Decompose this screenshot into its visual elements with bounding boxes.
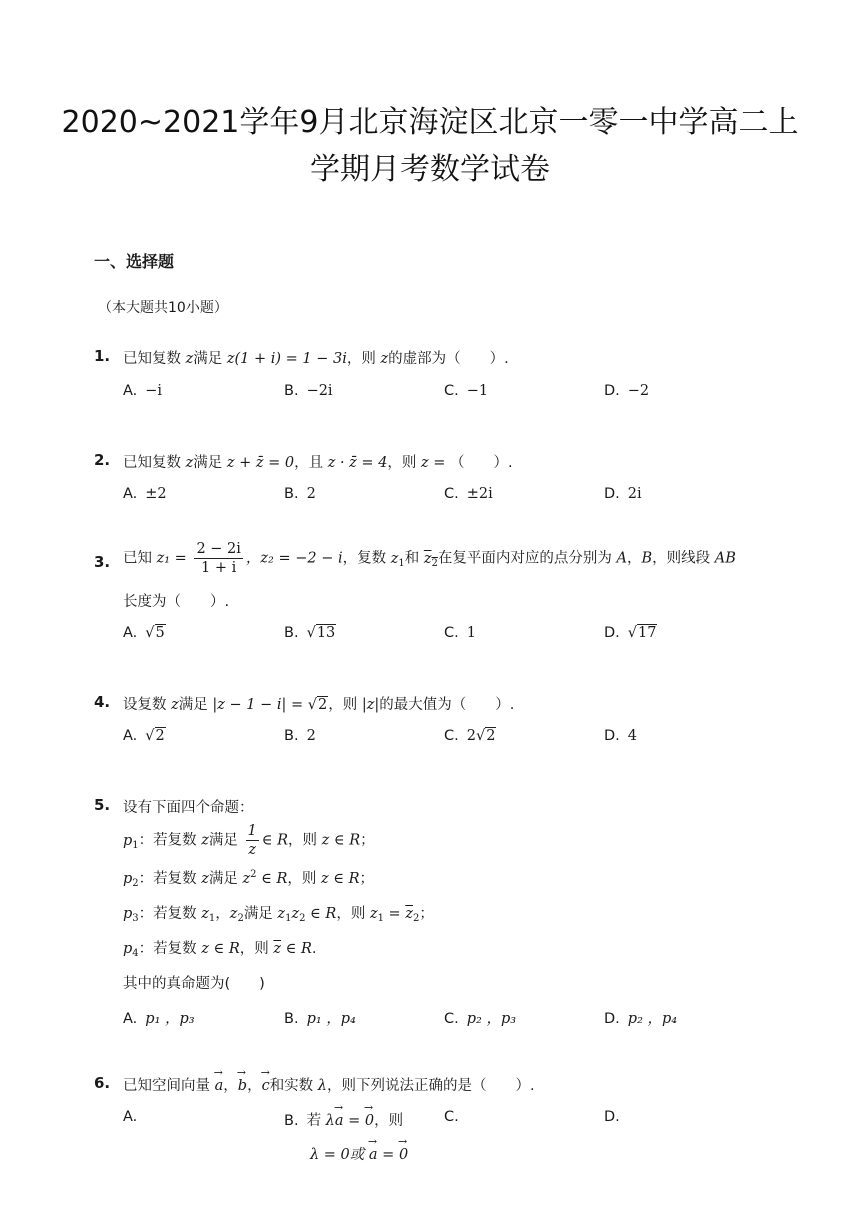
option-c[interactable]: C. xyxy=(444,1109,459,1125)
question-ask: 其中的真命题为( ) xyxy=(123,976,265,992)
option-d[interactable]: D. −2 xyxy=(604,383,650,399)
question-text-line2: 长度为（ ）. xyxy=(123,594,230,610)
question-number: 5. xyxy=(94,796,111,814)
question-number: 3. xyxy=(94,553,111,571)
option-a[interactable]: A. xyxy=(123,1109,138,1125)
question-text: 已知复数 z满足 z + z̄ = 0，且 z · z̄ = 4，则 z = （ ）. xyxy=(123,455,513,471)
proposition-p4: $p_4$：若复数 z ∈ R，则 $\overline{z}$ ∈ R. xyxy=(123,941,317,959)
page-title: 2020~2021学年9月北京海淀区北京一零一中学高二上 xyxy=(61,105,799,140)
question-number: 1. xyxy=(94,347,111,365)
option-b[interactable]: B. p₁ ，p₄ xyxy=(284,1011,356,1027)
section-title: 一、选择题 xyxy=(94,252,175,271)
option-c[interactable]: C. p₂ ，p₃ xyxy=(444,1011,517,1027)
question-text: 已知复数 z满足 z(1 + i) = 1 − 3i，则 z的虚部为（ ）. xyxy=(123,351,509,367)
option-d[interactable]: D. 4 xyxy=(604,728,638,744)
option-b[interactable]: B. √13 xyxy=(284,625,336,641)
option-c[interactable]: C. 1 xyxy=(444,625,476,641)
question-text: 已知 z₁ = $\frac{2 - 2i}{1 + i}$ ，z₂ = −2 − i，复数 $z_1$和 $z_2$在复平面内对应的点分别为 A，B，则线段 AB xyxy=(123,541,736,576)
question-number: 4. xyxy=(94,693,111,711)
option-a[interactable]: A. ±2 xyxy=(123,486,167,502)
section-note: （本大题共10小题） xyxy=(98,300,228,316)
question-number: 6. xyxy=(94,1074,111,1092)
option-d[interactable]: D. p₂ ，p₄ xyxy=(604,1011,678,1027)
question-text: 已知空间向量 → a，→ b，→ c和实数 λ，则下列说法正确的是（ ）. xyxy=(123,1074,535,1095)
question-number: 2. xyxy=(94,451,111,469)
option-a[interactable]: A. −i xyxy=(123,383,163,399)
option-a[interactable]: A. √5 xyxy=(123,625,165,641)
option-b[interactable]: B. 2 xyxy=(284,728,316,744)
option-b-line2: λ = 0或 → a = → 0 xyxy=(310,1143,408,1164)
option-a[interactable]: A. p₁ ，p₃ xyxy=(123,1011,195,1027)
option-c[interactable]: C. −1 xyxy=(444,383,489,399)
option-d[interactable]: D. xyxy=(604,1109,620,1125)
option-b[interactable]: B. 2 xyxy=(284,486,316,502)
proposition-p1: $p_1$：若复数 z满足 $\frac{1}{z}$ ∈ R，则 z ∈ R； xyxy=(123,823,375,858)
option-a[interactable]: A. √2 xyxy=(123,728,165,744)
proposition-p3: $p_3$：若复数 $z_1$，$z_2$满足 $z_1z_2$ ∈ R，则 $z_1 = \overline{z}_2$； xyxy=(123,906,434,924)
option-d[interactable]: D. 2i xyxy=(604,486,642,502)
option-b[interactable]: B. 若 λ→ a = → 0，则 xyxy=(284,1109,403,1130)
question-text: 设有下面四个命题： xyxy=(123,800,254,816)
option-b[interactable]: B. −2i xyxy=(284,383,333,399)
page-title-line2: 学期月考数学试卷 xyxy=(310,152,550,187)
proposition-p2: $p_2$：若复数 z满足 $z^2$ ∈ R，则 z ∈ R； xyxy=(123,869,375,889)
option-d[interactable]: D. √17 xyxy=(604,625,657,641)
question-text: 设复数 z满足 |z − 1 − i| = √2，则 |z|的最大值为（ ）. xyxy=(123,697,515,713)
option-c[interactable]: C. ±2i xyxy=(444,486,493,502)
option-c[interactable]: C. 2√2 xyxy=(444,728,496,744)
fraction: $\frac{2 - 2i}{1 + i}$ xyxy=(196,541,241,576)
